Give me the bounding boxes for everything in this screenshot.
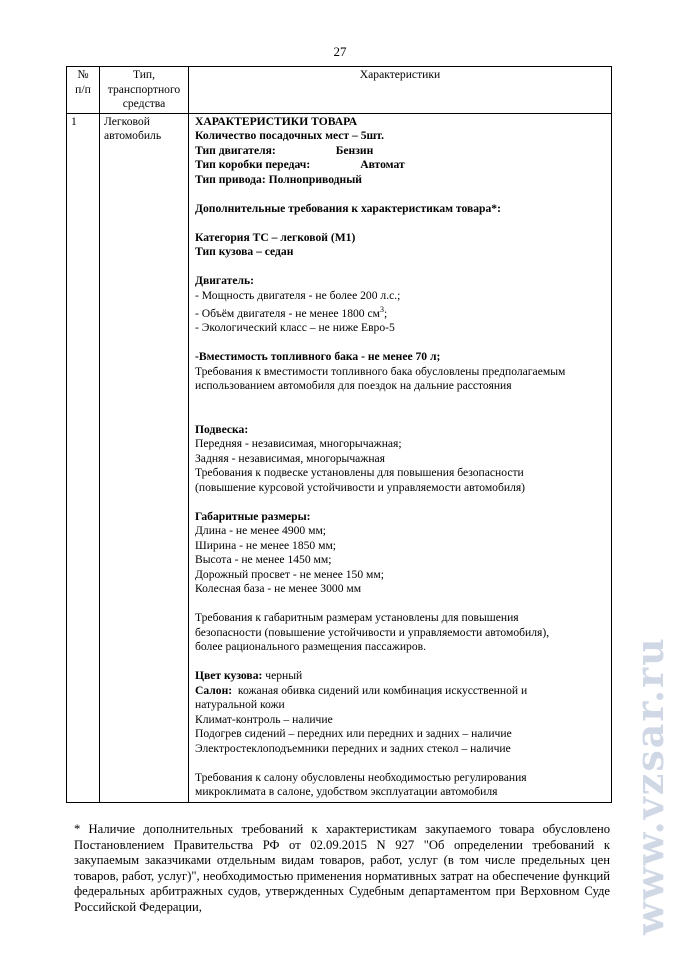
dimensions-heading: Габаритные размеры: [195,509,311,523]
suspension-heading: Подвеска: [195,422,249,436]
table-row [67,113,612,802]
dimension-width: Ширина - не менее 1850 мм; [195,538,337,552]
additional-requirements: Дополнительные требования к характеристикам товара*: [195,201,501,215]
header-vehicle-type: Тип, транспортного средства [100,67,189,114]
header-characteristics: Характеристики [189,67,612,114]
seat-heating: Подогрев сидений – передних или передних и задних – наличие [195,727,512,741]
dimension-wheelbase: Колесная база - не менее 3000 мм [195,582,362,596]
page-number: 27 [333,44,347,59]
salon-line-2: натуральной кожи [195,698,285,712]
drive-text: Тип привода: Полноприводный [195,172,362,186]
characteristics-heading: ХАРАКТЕРИСТИКИ ТОВАРА [195,114,358,128]
seats-text: Количество посадочных мест – 5шт. [195,129,385,142]
specification-table [66,66,612,803]
engine-volume: - Объём двигателя - не менее 1800 $см^3$; [195,305,388,320]
salon-note-1: Требования к салону обусловлены необходимостью регулирования [195,770,527,784]
watermark [626,620,672,950]
salon-line-1: Салон: кожаная обивка сидений или комбинация искусственной и [195,683,528,697]
dimensions-note-3: более рационального размещения пассажиров. [195,640,427,654]
footnote: * Наличие дополнительных требований к характеристикам закупаемого товара обусловлено Постановлением Правительства РФ от 02.09.2015 N 927 "Об определении требований к закупаемым заказчиками отдельным видам товаров, работ, услуг (в том числе предельных цен товаров, работ, услуг)", необходимостью применения нормативных затрат на обеспечение функций федеральных арбитражных судов, утвержденных Судебным департаментом при Верховном Суде Российской Федерации, [74,822,610,914]
power-windows: Электростеклоподъемники передних и задних стекол – наличие [195,741,511,755]
fuel-tank-note-1: Требования к вместимости топливного бака обусловлены предполагаемым [195,364,566,378]
dimension-clearance: Дорожный просвет - не менее 150 мм; [195,567,384,581]
climate-control: Климат-контроль – наличие [195,712,333,726]
row-characteristics [189,113,612,802]
engine-eco-class: - Экологический класс – не ниже Евро-5 [195,321,395,335]
engine-heading: Двигатель: [195,274,255,287]
suspension-rear: Задняя - независимая, многорычажная [195,451,386,465]
watermark-text: www.vzsar.ru [626,635,672,935]
table-header-row [67,67,612,114]
dimensions-note-1: Требования к габаритным размерам установлены для повышения [195,611,519,625]
body-type-text: Тип кузова – седан [195,245,294,258]
fuel-tank: -Вместимость топливного бака - не менее 70 л; [195,350,441,364]
suspension-note-2: (повышение курсовой устойчивости и управляемости автомобиля) [195,480,526,494]
gearbox-line: Тип коробки передач: Автомат [195,158,405,171]
dimension-length: Длина - не менее 4900 мм; [195,524,327,538]
engine-power: - Мощность двигателя - не более 200 л.с.; [195,288,401,302]
suspension-note-1: Требования к подвеске установлены для повышения безопасности [195,466,524,480]
row-number: 1 [67,113,100,802]
header-number: № п/п [67,67,100,114]
fuel-tank-note-2: использованием автомобиля для поездок на дальние расстояния [195,379,512,393]
engine-type-line: Тип двигателя: Бензин [195,143,374,157]
salon-note-2: микроклимата в салоне, удобством эксплуатации автомобиля [195,785,498,799]
category-text: Категория ТС – легковой (М1) [195,230,356,244]
row-vehicle-type: Легковой автомобиль [100,113,189,802]
dimension-height: Высота - не менее 1450 мм; [195,553,332,567]
body-color: Цвет кузова: черный [195,669,303,683]
suspension-front: Передняя - независимая, многорычажная; [195,437,402,451]
dimensions-note-2: безопасности (повышение устойчивости и управляемости автомобиля), [195,625,550,639]
